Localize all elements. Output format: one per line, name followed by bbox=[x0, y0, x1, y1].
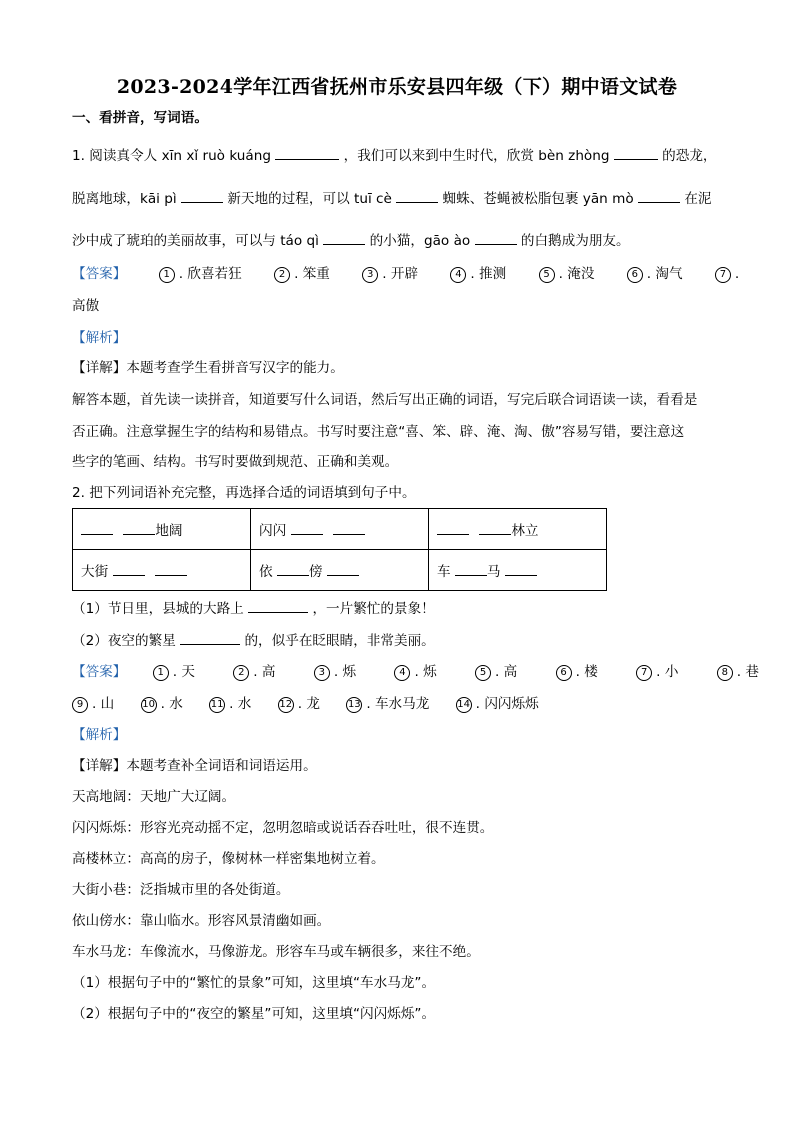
analysis-label: 【解析】 bbox=[72, 727, 127, 743]
answer-1 bbox=[72, 264, 739, 284]
idiom-table bbox=[72, 508, 607, 591]
answer-item: 4 . 烁 bbox=[394, 662, 436, 682]
detail-2-line-9: （2）根据句子中的“夜空的繁星”可知，这里填“闪闪烁烁”。 bbox=[72, 1006, 436, 1022]
detail-2-line-3: 闪闪烁烁：形容光亮动摇不定，忽明忽暗或说话吞吞吐吐，很不连贯。 bbox=[72, 820, 494, 836]
detail-1-line-3: 否正确。注意掌握生字的结构和易错点。书写时要注意“喜、笨、辟、淹、淘、傲”容易写错，要注意这 bbox=[72, 424, 685, 440]
detail-2-line-2: 天高地阔：天地广大辽阔。 bbox=[72, 789, 236, 805]
answer-item: 5 . 淹没 bbox=[539, 264, 595, 284]
detail-2-line-7: 车水马龙：车像流水，马像游龙。形容车马或车辆很多，来往不绝。 bbox=[72, 944, 480, 960]
answer-blank bbox=[248, 598, 308, 613]
answer-item: 3 . 开辟 bbox=[362, 264, 418, 284]
question-2-sentence-2: （2）夜空的繁星 的，似乎在眨眼睛，非常美丽。 bbox=[72, 630, 435, 651]
question-1-line-2: 脱离地球，kāi pì 新天地的过程，可以 tuī cè 蜘蛛、苍蝇被松脂包裹 yān mò 在泥 bbox=[72, 188, 712, 209]
idiom-cell: 车 马 bbox=[429, 550, 607, 591]
idiom-cell: 地阔 bbox=[73, 509, 251, 550]
answer-2-row-1 bbox=[72, 662, 759, 682]
answer-blank bbox=[614, 145, 658, 160]
answer-item: 9 . 山 bbox=[72, 694, 114, 714]
answer-item: 5 . 高 bbox=[475, 662, 517, 682]
answer-blank bbox=[180, 630, 240, 645]
answer-item: 8 . 巷 bbox=[717, 662, 759, 682]
detail-2-line-4: 高楼林立：高高的房子，像树林一样密集地树立着。 bbox=[72, 851, 385, 867]
idiom-cell: 依 傍 bbox=[251, 550, 429, 591]
detail-1-line-4: 些字的笔画、结构。书写时要做到规范、正确和美观。 bbox=[72, 454, 399, 470]
detail-2-line-6: 依山傍水：靠山临水。形容风景清幽如画。 bbox=[72, 913, 331, 929]
answer-blank bbox=[638, 188, 680, 203]
answer-item: 6 . 楼 bbox=[556, 662, 598, 682]
answer-2-row-2 bbox=[72, 694, 539, 714]
detail-2-line-8: （1）根据句子中的“繁忙的景象”可知，这里填“车水马龙”。 bbox=[72, 975, 436, 991]
answer-item: 12 . 龙 bbox=[279, 696, 320, 712]
answer-item: 2 . 高 bbox=[233, 662, 275, 682]
question-1-line-3: 沙中成了琥珀的美丽故事，可以与 táo qì 的小猫，gāo ào 的白鹅成为朋友。 bbox=[72, 230, 630, 251]
answer-item: 10 . 水 bbox=[142, 696, 183, 712]
answer-item: 2 . 笨重 bbox=[274, 264, 330, 284]
detail-2-line-5: 大街小巷：泛指城市里的各处街道。 bbox=[72, 882, 290, 898]
answer-blank bbox=[323, 230, 365, 245]
analysis-label: 【解析】 bbox=[72, 330, 127, 346]
section-heading: 一、看拼音，写词语。 bbox=[72, 110, 208, 126]
answer-item: 7 . bbox=[715, 264, 739, 284]
idiom-cell: 闪闪 bbox=[251, 509, 429, 550]
answer-item: 3 . 烁 bbox=[314, 662, 356, 682]
answer-item: 4 . 推测 bbox=[450, 264, 506, 284]
answer-label: 【答案】 bbox=[72, 266, 127, 282]
answer-blank bbox=[181, 188, 223, 203]
detail-1-line-2: 解答本题，首先读一读拼音，知道要写什么词语，然后写出正确的词语，写完后联合词语读一读，看看是 bbox=[72, 392, 698, 408]
idiom-cell: 大街 bbox=[73, 550, 251, 591]
answer-item: 13 . 车水马龙 bbox=[347, 696, 430, 712]
idiom-cell: 林立 bbox=[429, 509, 607, 550]
question-1-line-1: 1. 阅读真令人 xīn xǐ ruò kuáng ，我们可以来到中生时代，欣赏 bèn zhòng 的恐龙， bbox=[72, 145, 717, 166]
answer-wrap: 高傲 bbox=[72, 298, 100, 314]
question-2-sentence-1: （1）节日里，县城的大路上 ，一片繁忙的景象！ bbox=[72, 598, 435, 619]
page-title: 2023-2024学年江西省抚州市乐安县四年级（下）期中语文试卷 bbox=[116, 76, 678, 98]
detail-2-line-1: 【详解】本题考查补全词语和词语运用。 bbox=[72, 758, 317, 774]
answer-item: 1 . 天 bbox=[153, 662, 195, 682]
answer-blank bbox=[275, 145, 339, 160]
answer-blank bbox=[475, 230, 517, 245]
answer-item: 7 . 小 bbox=[636, 662, 678, 682]
answer-item: 14 . 闪闪烁烁 bbox=[457, 696, 539, 712]
answer-item: 6 . 淘气 bbox=[627, 264, 683, 284]
answer-blank bbox=[396, 188, 438, 203]
answer-item: 1 . 欣喜若狂 bbox=[159, 264, 242, 284]
detail-1-line-1: 【详解】本题考查学生看拼音写汉字的能力。 bbox=[72, 360, 344, 376]
answer-label: 【答案】 bbox=[72, 664, 127, 680]
question-2-stem: 2. 把下列词语补充完整，再选择合适的词语填到句子中。 bbox=[72, 485, 416, 501]
answer-item: 11 . 水 bbox=[210, 696, 252, 712]
